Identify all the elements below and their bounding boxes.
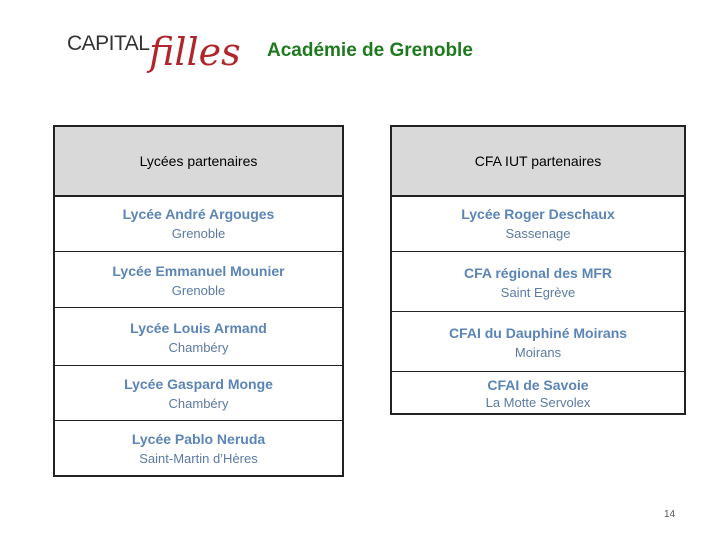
table-row [392,371,684,414]
school-name: Lycée Louis Armand [130,319,267,336]
lycees-table [53,125,344,477]
logo-text-capital: CAPITAL [67,32,150,55]
cfa-header: CFA IUT partenaires [392,127,684,197]
school-name: Lycée Gaspard Monge [124,376,273,392]
table-row [55,365,342,421]
lycees-header: Lycées partenaires [55,127,342,197]
table-row [392,311,684,372]
school-city: Chambéry [168,339,229,355]
page-title: Académie de Grenoble [267,40,473,61]
school-city: La Motte Servolex [485,394,591,410]
page-number: 14 [664,509,676,520]
school-name: Lycée Pablo Neruda [131,431,266,447]
school-city: Moirans [514,344,562,360]
school-city: Grenoble [171,225,226,241]
school-city: Grenoble [171,282,226,298]
school-name: Lycée Roger Deschaux [461,205,615,222]
school-city: Chambéry [168,396,229,411]
school-name: CFAI du Dauphiné Moirans [448,324,628,341]
school-city: Saint Egrève [500,284,576,300]
table-row [55,195,342,251]
school-city: Sassenage [505,225,571,241]
school-name: CFA régional des MFR [463,264,613,281]
school-name: Lycée André Argouges [122,205,275,222]
school-name: CFAI de Savoie [487,376,589,393]
table-row [55,251,342,308]
table-row [392,195,684,251]
table-row [392,251,684,312]
capital-filles-logo [67,22,241,92]
logo-text-filles: filles [149,30,241,74]
table-row [55,420,342,476]
school-name: Lycée Emmanuel Mounier [112,262,285,279]
school-city: Saint-Martin d’Hères [139,451,258,466]
table-row [55,307,342,366]
cfa-table [390,125,686,415]
